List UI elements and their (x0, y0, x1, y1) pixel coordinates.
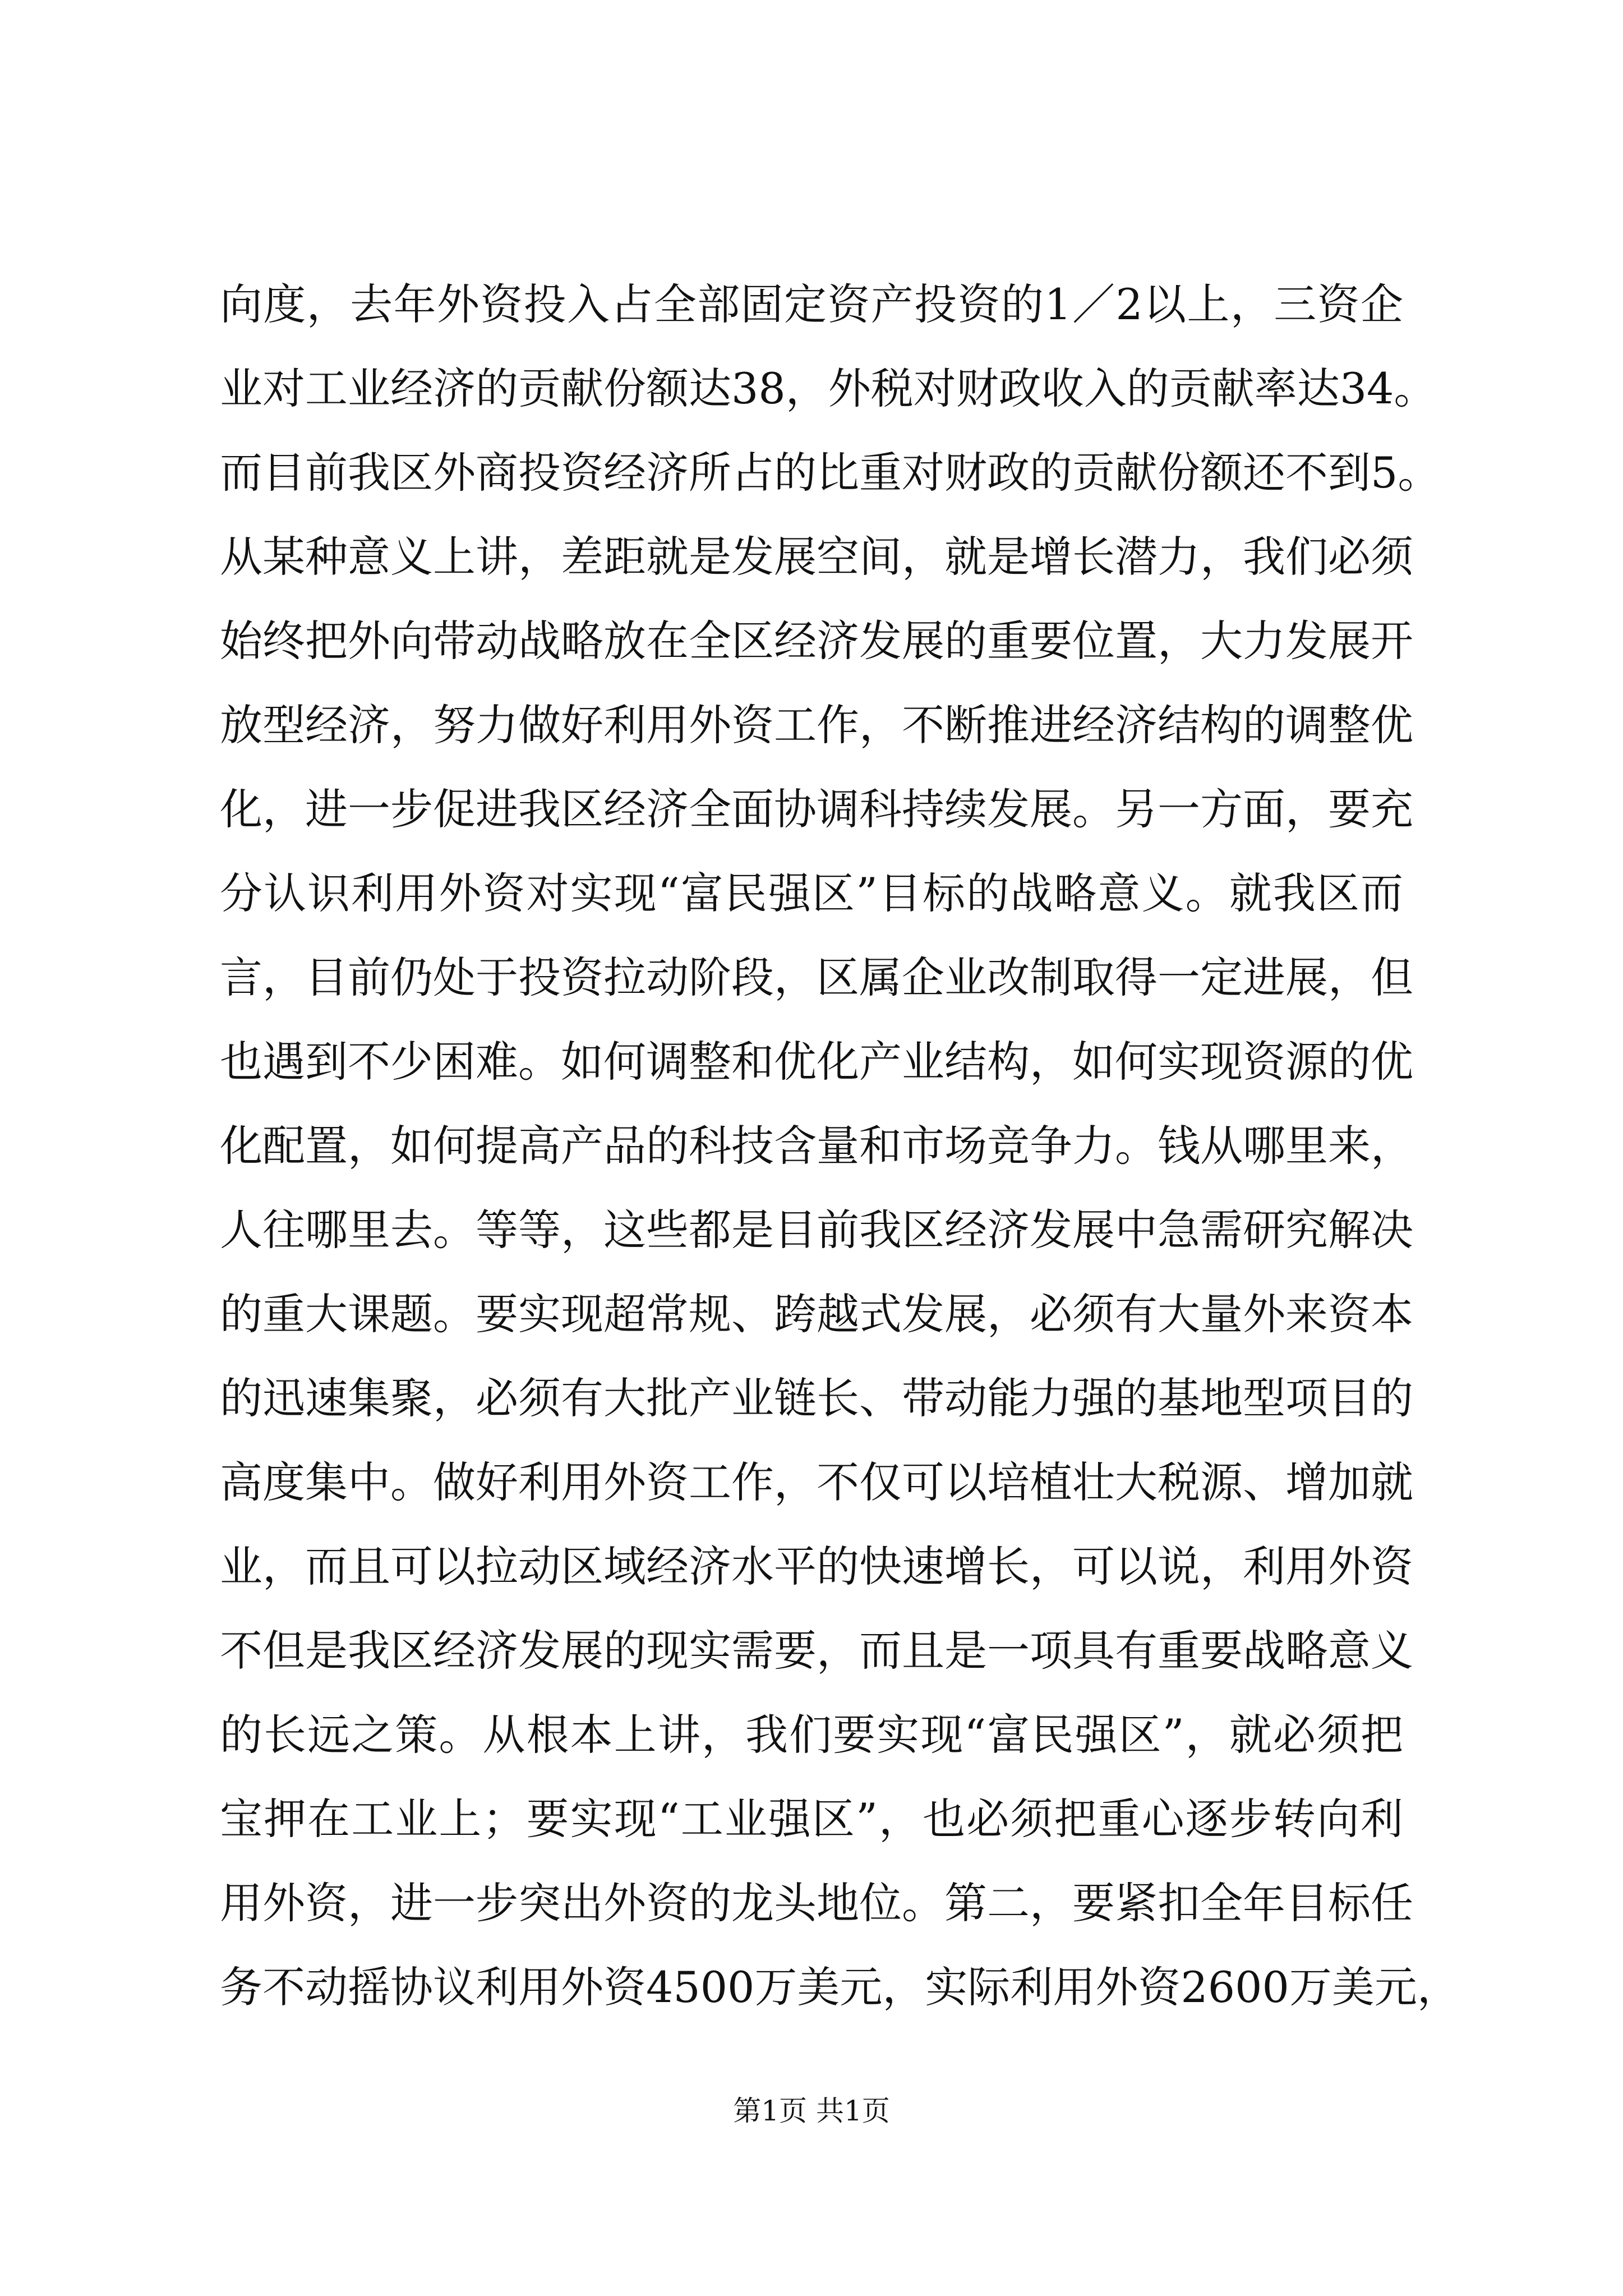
text-line: 业，而且可以拉动区域经济水平的快速增长，可以说，利用外资 (220, 1542, 1413, 1591)
text-line: 始终把外向带动战略放在全区经济发展的重要位置，大力发展开 (220, 616, 1413, 666)
text-line: 宝押在工业上；要实现“工业强区”，也必须把重心逐步转向利 (220, 1794, 1403, 1844)
text-line: 的迅速集聚，必须有大批产业链长、带动能力强的基地型项目的 (220, 1373, 1413, 1423)
text-line: 言，目前仍处于投资拉动阶段，区属企业改制取得一定进展，但 (220, 953, 1413, 1002)
body-text (220, 263, 1460, 2030)
text-line: 分认识利用外资对实现“富民强区”目标的战略意义。就我区而 (220, 868, 1403, 918)
text-line: 务不动摇协议利用外资4500万美元，实际利用外资2600万美元， (220, 1962, 1460, 2012)
text-line: 的长远之策。从根本上讲，我们要实现“富民强区”，就必须把 (220, 1710, 1403, 1760)
text-line: 也遇到不少困难。如何调整和优化产业结构，如何实现资源的优 (220, 1037, 1413, 1087)
text-line: 不但是我区经济发展的现实需要，而且是一项具有重要战略意义 (220, 1626, 1413, 1676)
page-footer: 第1页 共1页 (733, 2095, 890, 2127)
text-line: 而目前我区外商投资经济所占的比重对财政的贡献份额还不到5。 (220, 448, 1441, 498)
text-line: 化配置，如何提高产品的科技含量和市场竞争力。钱从哪里来， (220, 1121, 1413, 1171)
text-line: 的重大课题。要实现超常规、跨越式发展，必须有大量外来资本 (220, 1289, 1413, 1339)
text-line: 用外资，进一步突出外资的龙头地位。第二，要紧扣全年目标任 (220, 1878, 1413, 1928)
text-line: 向度，去年外资投入占全部固定资产投资的1／2以上，三资企 (220, 279, 1403, 329)
text-line: 业对工业经济的贡献份额达38，外税对财政收入的贡献率达34。 (220, 364, 1437, 413)
text-line: 高度集中。做好利用外资工作，不仅可以培植壮大税源、增加就 (220, 1457, 1413, 1507)
text-line: 从某种意义上讲，差距就是发展空间，就是增长潜力，我们必须 (220, 532, 1413, 582)
text-line: 放型经济，努力做好利用外资工作，不断推进经济结构的调整优 (220, 700, 1413, 750)
text-line: 人往哪里去。等等，这些都是目前我区经济发展中急需研究解决 (220, 1205, 1413, 1255)
text-line: 化，进一步促进我区经济全面协调科持续发展。另一方面，要充 (220, 784, 1413, 834)
